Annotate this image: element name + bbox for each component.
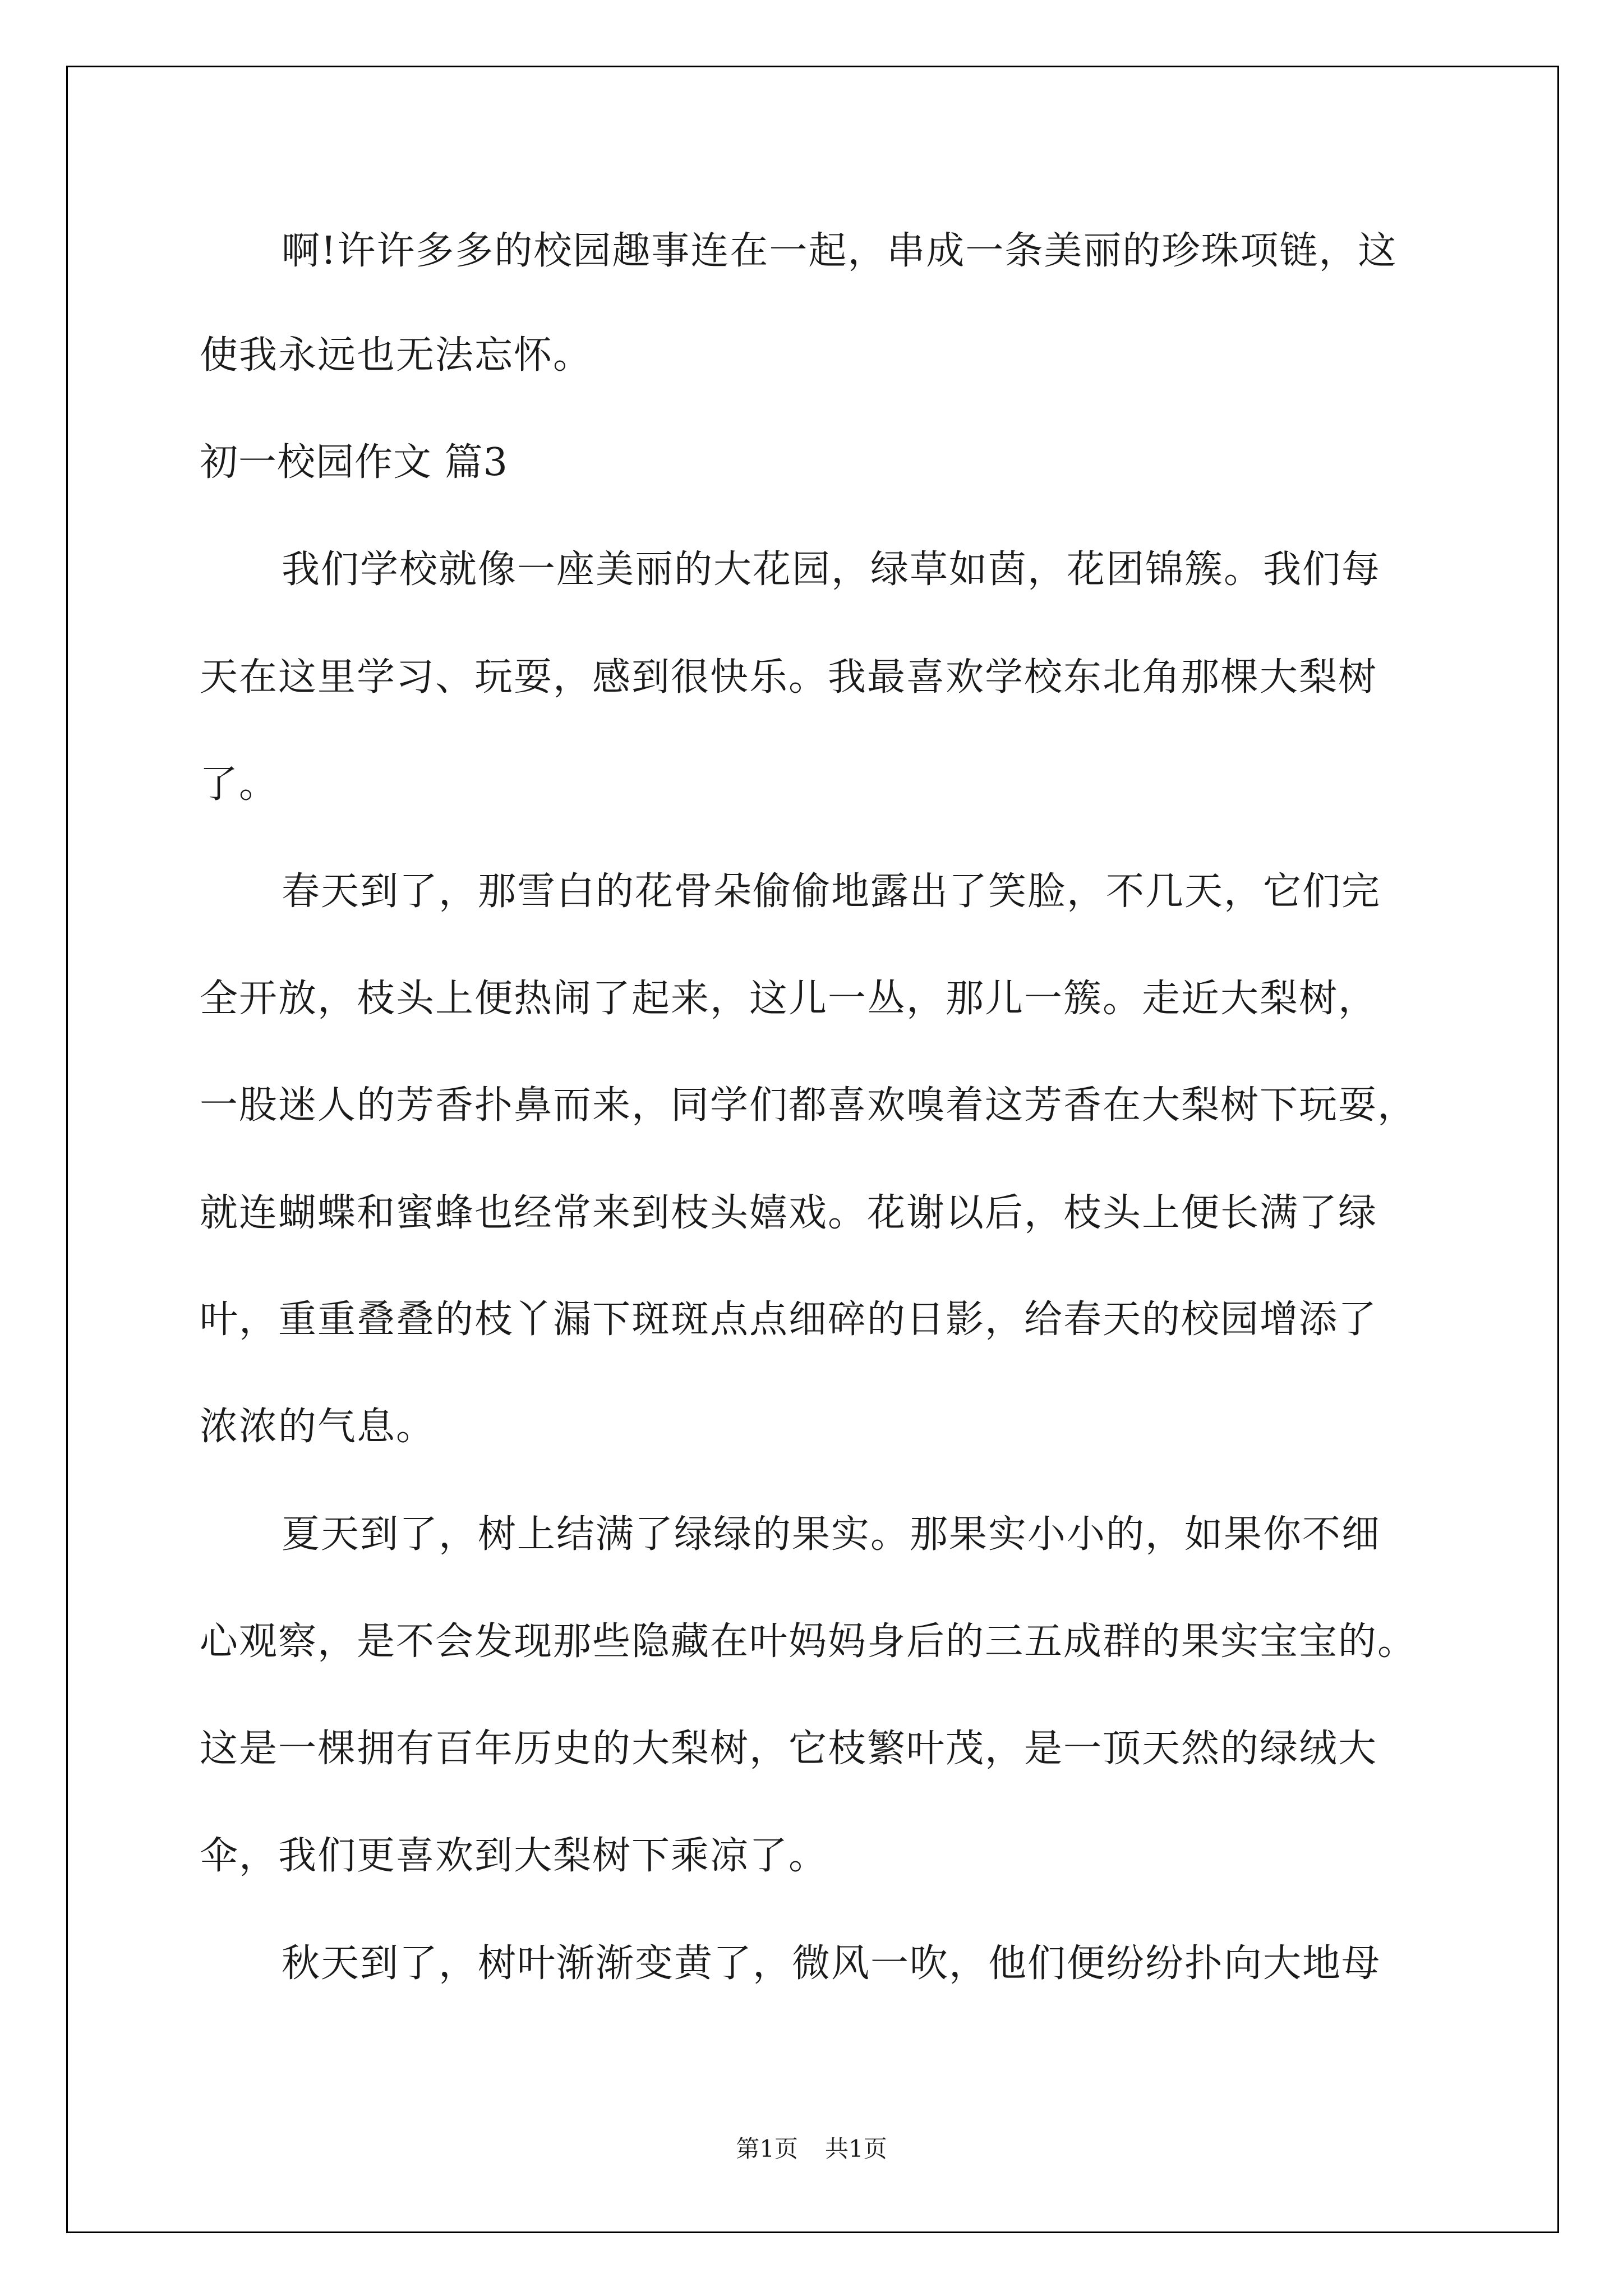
text-line: 夏天到了，树上结满了绿绿的果实。那果实小小的，如果你不细 [282, 1512, 1381, 1557]
text-line: 我们学校就像一座美丽的大花园，绿草如茵，花团锦簇。我们每 [282, 547, 1381, 592]
text-line: 使我永远也无法忘怀。 [200, 333, 593, 378]
text-line: 了。 [200, 762, 279, 807]
text-line: 心观察，是不会发现那些隐藏在叶妈妈身后的三五成群的果实宝宝的。 [200, 1619, 1417, 1664]
text-line: 浓浓的气息。 [200, 1405, 436, 1449]
text-line: 就连蝴蝶和蜜蜂也经常来到枝头嬉戏。花谢以后，枝头上便长满了绿 [200, 1191, 1378, 1235]
page-number-current: 第1页 [736, 2135, 798, 2162]
text-line: 全开放，枝头上便热闹了起来，这儿一丛，那儿一簇。走近大梨树， [200, 977, 1378, 1021]
text-line: 叶，重重叠叠的枝丫漏下斑斑点点细碎的日影，给春天的校园增添了 [200, 1297, 1378, 1342]
text-line: 秋天到了，树叶渐渐变黄了，微风一吹，他们便纷纷扑向大地母 [282, 1941, 1381, 1986]
page-number-total: 共1页 [825, 2135, 887, 2162]
text-line: 一股迷人的芳香扑鼻而来，同学们都喜欢嗅着这芳香在大梨树下玩耍， [200, 1083, 1417, 1128]
text-line: 天在这里学习、玩耍，感到很快乐。我最喜欢学校东北角那棵大梨树 [200, 655, 1378, 700]
page-border [66, 66, 1559, 2233]
page-footer [0, 2137, 1623, 2161]
text-line: 春天到了，那雪白的花骨朵偷偷地露出了笑脸，不几天，它们完 [282, 869, 1381, 914]
section-heading: 初一校园作文 篇3 [200, 440, 508, 485]
text-line: 伞，我们更喜欢到大梨树下乘凉了。 [200, 1834, 828, 1878]
text-line: 啊!许许多多的校园趣事连在一起，串成一条美丽的珍珠项链，这 [282, 229, 1398, 273]
text-line: 这是一棵拥有百年历史的大梨树，它枝繁叶茂，是一顶天然的绿绒大 [200, 1727, 1378, 1771]
